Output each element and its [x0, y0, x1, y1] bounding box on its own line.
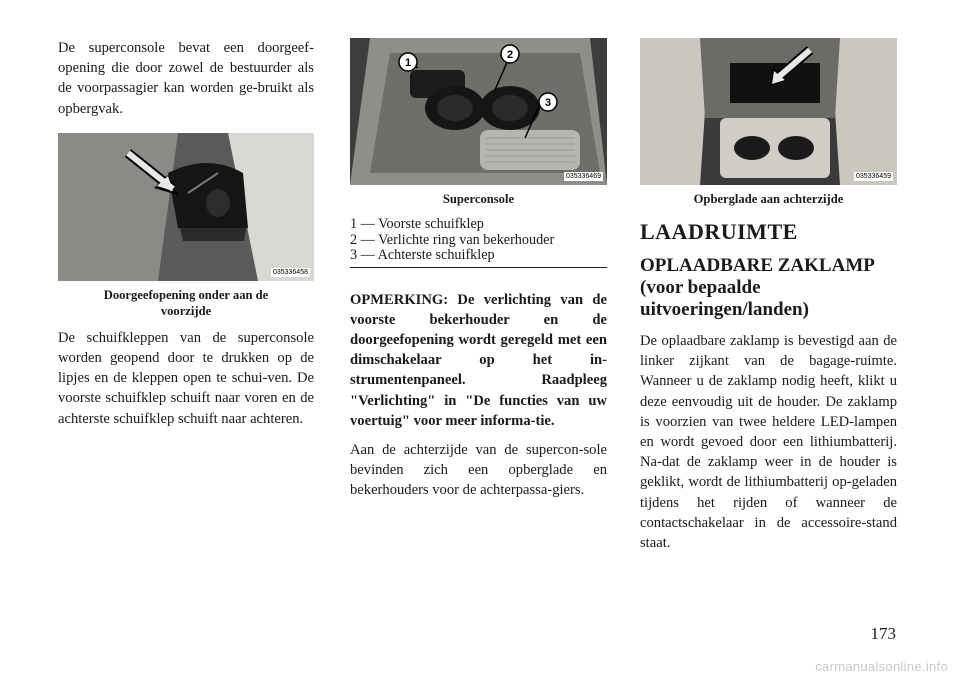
column-left: [58, 38, 314, 429]
legend: [350, 217, 607, 268]
callout-1: 1: [404, 57, 412, 69]
legend-divider: [350, 267, 607, 268]
figure-code: 035336458: [272, 268, 308, 276]
photo-superconsole: [350, 38, 607, 185]
photo-pass-through-opening: [58, 133, 314, 281]
body-paragraph: De oplaadbare zaklamp is bevestigd aan de linker zijkant van de bagage-ruimte. Wanneer u de zaklamp nodig heeft, klikt u deze eenvoudig uit de houder. De zaklamp is voorzien van twee heldere LED-lampen en wordt gevoed door een lithiumbatterij. Na-dat de zaklamp weer in de houder is geklikt, wordt de lithiumbatterij op-geladen tijdens het rijden of wanneer de contactschakelaar in de accessoire-stand staat.: [640, 333, 897, 552]
body-paragraph: Aan de achterzijde van de supercon-sole bevinden zich een opberglade en bekerhouders voor de achterpassa-giers.: [350, 441, 607, 499]
figure-caption: Doorgeefopening onder aan de voorzijde: [103, 287, 269, 318]
callout-2: 2: [506, 49, 514, 61]
note-paragraph: OPMERKING: De verlichting van de voorste bekerhouder en de doorgeefopening wordt geregeld met een dimschakelaar op het in-strumentenpaneel. Raadpleeg "Verlichting" in "De functies van uw voertuig" voor meer informa-tie.: [350, 291, 607, 429]
figure-caption: Opberglade aan achterzijde: [693, 192, 844, 206]
figure-code: 035336459: [855, 173, 891, 180]
column-middle: [350, 38, 607, 501]
page-number: 173: [870, 624, 896, 643]
section-title: LAADRUIMTE: [640, 219, 798, 244]
legend-item: 3 — Achterste schuifklep: [350, 247, 495, 263]
legend-item: 2 — Verlichte ring van bekerhouder: [350, 231, 555, 248]
intro-paragraph: De superconsole bevat een doorgeef-opening die door zowel de bestuurder als de voorpassagier kan worden ge-bruikt als opbergvak.: [58, 40, 314, 117]
body-paragraph: De schuifkleppen van de superconsole worden geopend door te drukken op de lipjes en de kleppen open te schui-ven. De voorste schuifklep schuift naar voren en de achterste schuifklep schuift naar achteren.: [58, 329, 314, 427]
watermark: carmanualsonline.info: [815, 659, 948, 674]
figure-caption: Superconsole: [442, 192, 515, 206]
superconsole-illustration: [350, 38, 607, 185]
photo-rear-storage-tray: [640, 38, 897, 185]
pass-through-illustration: [58, 133, 314, 281]
column-right: [640, 38, 897, 553]
subsection-title: OPLAADBARE ZAKLAMP (voor bepaalde uitvoeringen/landen): [640, 255, 875, 320]
callout-3: 3: [544, 97, 552, 109]
storage-tray-illustration: [640, 38, 897, 185]
legend-item: 1 — Voorste schuifklep: [350, 216, 484, 232]
figure-code: 035336469: [565, 173, 601, 180]
